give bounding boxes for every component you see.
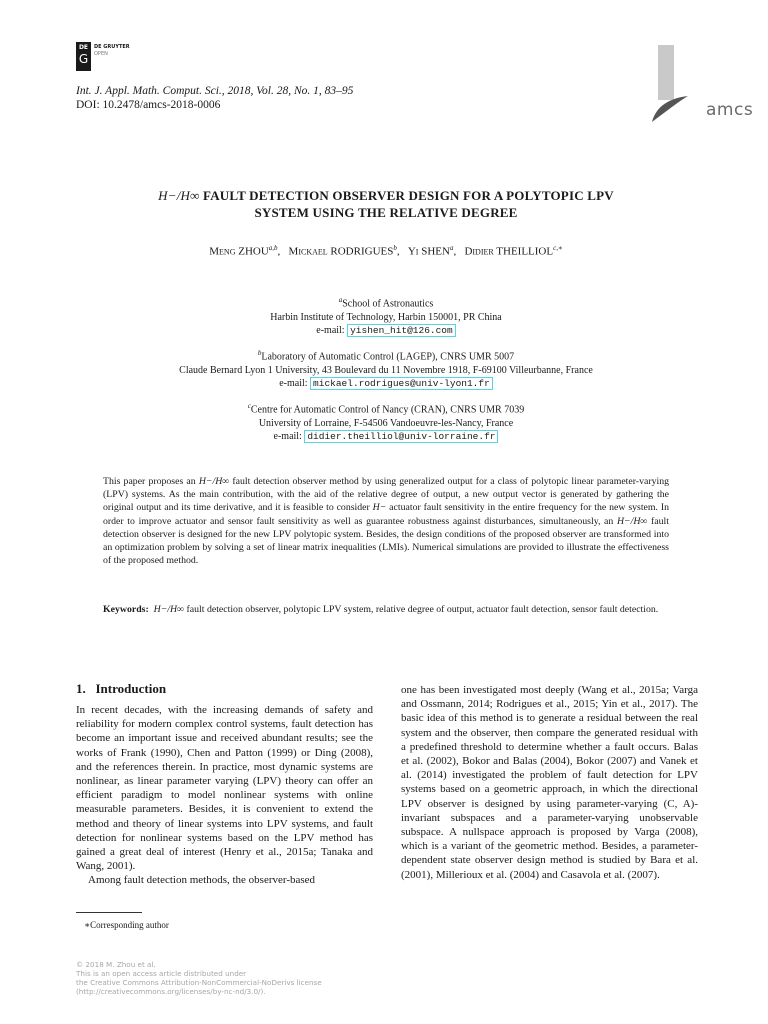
affiliation-b — [80, 347, 692, 391]
abstract-text: actuator fault sensitivity in the entire frequency for the new system. In order to improve actuator and sensor fault sensitivity as well as guarantee robustness against disturbances, simultaneously, an — [103, 502, 669, 527]
section-heading: 1. Introduction — [76, 681, 167, 696]
keywords-text: fault detection observer, polytopic LPV system, relative degree of output, actuator fault detection, sensor fault detection. — [184, 604, 659, 615]
author-sup: c,∗ — [553, 244, 563, 252]
abstract-math: H−/H∞ — [198, 476, 230, 487]
email-link[interactable]: didier.theilliol@univ-lorraine.fr — [304, 430, 498, 443]
amcs-wordmark: amcs — [706, 100, 754, 120]
abstract-text: fault detection observer method by using generalized output for a class of polytopic linear parameter-varying (LPV) systems. As the main contribution, with the aid of the relative degree of output, a new output vector is generated by gathering the original output and its time derivative, and it is feasible to consider — [103, 476, 669, 514]
email-label: e-mail: — [273, 431, 302, 443]
abstract-math: H− — [372, 502, 387, 514]
abstract-text: fault detection observer is designed for the new LPV polytopic system. Besides, the design conditions of the proposed observer are transformed into an optimization problem by solving a set of linear matrix inequalities (LMIs). Numerical simulations are provided to illustrate the effectiveness of the proposed method. — [103, 515, 669, 567]
license-notice — [76, 960, 322, 996]
email-link[interactable]: mickael.rodrigues@univ-lyon1.fr — [310, 377, 493, 390]
journal-citation: Int. J. Appl. Math. Comput. Sci., 2018, Vol. 28, No. 1, 83–95 — [76, 85, 354, 97]
paragraph: Among fault detection methods, the observer-based — [88, 874, 316, 887]
author-list: Meng ZHOU$^{a,b}$, Mickael RODRIGUES$^b$, Yi SHEN$^a$, Didier $THEILLIOL^{c,∗}$ — [209, 244, 563, 258]
footnote-rule — [76, 912, 142, 913]
paper-title — [80, 187, 692, 221]
author-sup: a — [449, 244, 454, 252]
abstract-text: This paper proposes an — [103, 476, 199, 487]
keywords-label: Keywords: — [103, 604, 149, 615]
paragraph: one has been investigated most deeply (Wang et al., 2015a; Varga and Ossmann, 2014; Rodrigues et al., 2015; Yin et al., 2017). The basic idea of this method is to generate a residual between the real system and the observer, then compare the generated residual with a predefined threshold to determine whether a fault occurs. Balas et al. (2002), Bokor and Balas (2004), Bokor (2007) and Vanek et al. (2014) investigated the problem of fault detection for LPV systems based on a geometric approach, in which the directional LPV observer is designed by using parameter-varying (C, A)-invariant subspaces and a parameter-varying unobservable subspace. A nullspace approach is proposed by Varga (2008), which is a variant of the geometric method. Besides, a parameter-dependent state observer design method is studied by Bara et al. (2001), Millerioux et al. (2004) and Casavola et al. (2007). — [401, 684, 698, 881]
affiliation-line: Laboratory of Automatic Control (LAGEP), CNRS UMR 5007 — [261, 351, 515, 363]
footnote: ∗Corresponding author — [84, 920, 169, 930]
author-name: Meng ZHOU — [209, 245, 269, 258]
publisher-logo-letter: G — [78, 52, 89, 66]
abstract-math: H−/H∞ — [616, 515, 648, 527]
abstract — [103, 475, 669, 567]
affiliation-line: Harbin Institute of Technology, Harbin 150001, PR China — [270, 311, 502, 323]
author-sup: a,b — [268, 244, 278, 252]
affiliation-line: Claude Bernard Lyon 1 University, 43 Boulevard du 11 Novembre 1918, F-69100 Villeurbanne, France — [179, 364, 593, 376]
license-line: the Creative Commons Attribution-NonCommercial-NoDerivs license — [76, 978, 322, 987]
license-line[interactable]: (http://creativecommons.org/licenses/by-nc-nd/3.0/). — [76, 987, 266, 996]
publisher-sub: OPEN — [94, 51, 108, 57]
email-label: e-mail: — [316, 325, 345, 337]
affiliation-line: Centre for Automatic Control of Nancy (CRAN), CNRS UMR 7039 — [250, 404, 525, 416]
email-link[interactable]: yishen_hit@126.com — [347, 324, 456, 337]
title-math: H−/H∞ — [158, 188, 200, 203]
keywords — [103, 603, 669, 616]
author-name: Yi SHEN — [407, 245, 450, 258]
author-name: Didier THEILLIOL — [464, 245, 554, 258]
right-column — [401, 683, 698, 882]
publisher-name: DE GRUYTER — [94, 44, 130, 50]
title-line-1: FAULT DETECTION OBSERVER DESIGN FOR A POLYTOPIC LPV — [203, 188, 614, 203]
publisher-logo — [76, 42, 91, 71]
affiliation-line: School of Astronautics — [342, 298, 434, 310]
email-label: e-mail: — [279, 378, 308, 390]
author-sup: b — [393, 244, 397, 252]
affiliation-c — [80, 400, 692, 444]
affiliation-sup: c — [247, 402, 251, 410]
affiliation-sup: b — [257, 349, 262, 357]
doi: DOI: 10.2478/amcs-2018-0006 — [76, 99, 221, 111]
author-name: Mickael RODRIGUES — [288, 245, 394, 258]
publisher-logo-top: DE — [78, 44, 89, 51]
title-line-2: SYSTEM USING THE RELATIVE DEGREE — [254, 205, 518, 220]
affiliation-a — [80, 294, 692, 338]
license-line: This is an open access article distributed under — [76, 969, 247, 978]
left-column — [76, 703, 373, 888]
affiliation-line: University of Lorraine, F-54506 Vandoeuvre-les-Nancy, France — [258, 417, 514, 429]
paragraph: In recent decades, with the increasing demands of safety and reliability for modern complex control systems, fault detection has become an important issue and received abundant results; see the works of Frank (1990), Chen and Patton (1999) or Ding (2008), and the references therein. In practice, most dynamic systems are nonlinear, as linear parameter varying (LPV) theory can offer an efficient paradigm to model nonlinear systems with online measurable parameters. Besides, it is convenient to extend the method and theory of linear systems into LPV systems, and fault detection for nonlinear systems based on the LPV method has gained a great deal of interest (Henry et al., 2015a; Tanaka and Wang, 2001). — [76, 704, 373, 873]
keywords-math: H−/H∞ — [153, 604, 185, 615]
license-line: © 2018 M. Zhou et al. — [76, 960, 156, 969]
affiliation-sup: a — [338, 296, 343, 304]
